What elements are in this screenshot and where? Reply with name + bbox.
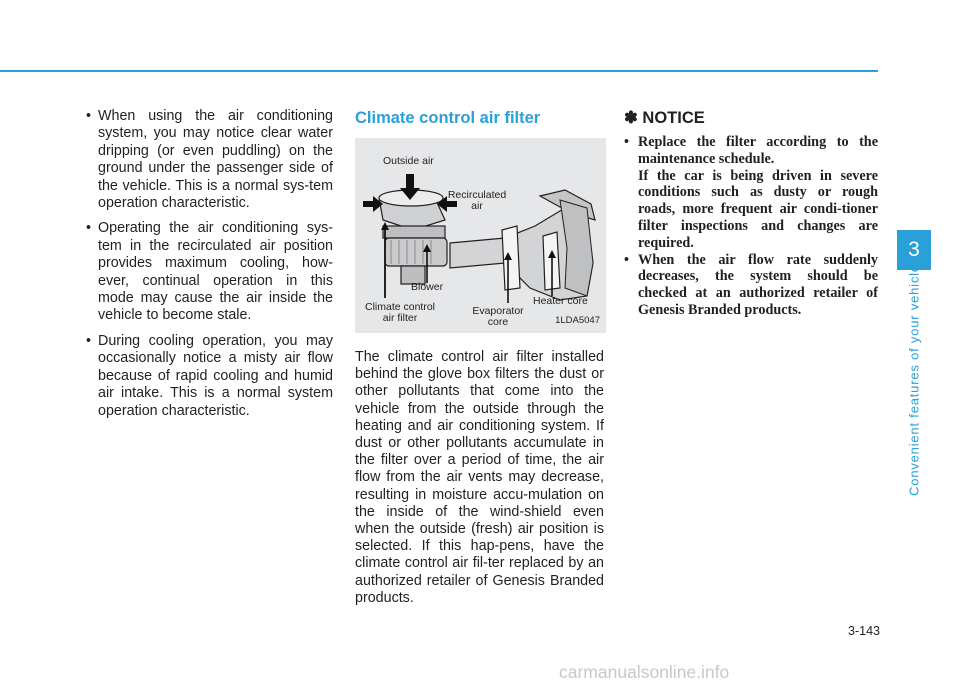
section-title: Climate control air filter [355,109,541,127]
evaporator-core-label: Evaporator core [472,305,524,328]
figure-code: 1LDA5047 [555,314,600,326]
notice-title: ✽ NOTICE [624,109,705,127]
climate-filter-diagram [355,138,606,333]
recirculated-air-label: Recirculated air [447,189,507,212]
filter-description: The climate control air filter installed behind the glove box filters the dust or other pollutants that come into the vehicle from the outside through the heating and air conditioning system. If dust or other pollutants accumulate in the filter over a period of time, the air flow from the air vents may decrease, resulting in moisture accu-mulation on the inside of the wind-shield even when the outside (fresh) air position is selected. If this hap-pens, have the climate control air fil-ter replaced by an authorized retailer of Genesis Branded products. [355,349,604,606]
watermark: carmanualsonline.info [559,662,730,682]
bullet-item: • Operating the air conditioning sys-tem in the recirculated air position provides maximum cooling, how-ever, continual operation in this mode may cause the air inside the vehicle to become stale. [86,220,333,324]
notice-list [624,134,878,319]
climate-filter-label: Climate control air filter [364,301,436,324]
header-rule [0,70,878,72]
outside-air-label: Outside air [383,155,434,167]
middle-column [355,108,604,607]
right-column [624,108,878,319]
notice-item: • When the air flow rate suddenly decreases, the system should be checked at an authorized retailer of Genesis Branded products. [624,252,878,319]
filter-housing [383,226,445,238]
bullet-item: • During cooling operation, you may occasionally notice a misty air flow because of rapid cooling and humid air intake. This is a normal system operation characteristic. [86,333,333,420]
page-number: 3-143 [848,624,880,638]
blower-housing [385,238,447,266]
chapter-title: Convenient features of your vehicle [906,264,922,496]
left-column [86,108,333,428]
bullet-item: • When using the air conditioning system, you may notice clear water dripping (or even puddling) on the ground under the passenger side of the vehicle. This is a normal sys-tem operation characteristic. [86,108,333,212]
heater-core-label: Heater core [533,295,588,307]
ac-bullet-list [86,108,333,420]
chapter-number-tab: 3 [897,230,931,270]
notice-item: • Replace the filter according to the maintenance schedule. If the car is being driven in severe conditions such as dusty or rough roads, more frequent air condi-tioner filter inspections and changes are required. [624,134,878,252]
blower-label: Blower [411,281,444,293]
